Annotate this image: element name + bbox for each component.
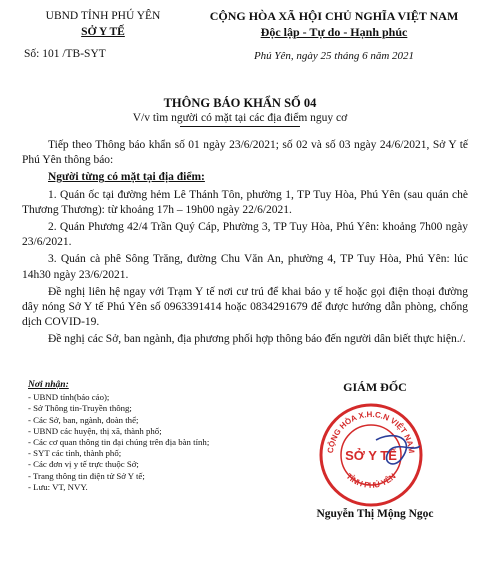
subject-underline	[180, 126, 300, 127]
location-item-2: 2. Quán Phương 42/4 Trần Quý Cáp, Phường 3, TP Tuy Hòa, Phú Yên: khoảng 7h00 ngày 23/6/2021.	[22, 221, 468, 249]
subject-text: V/v tìm người có mặt tại các địa điểm nguy cơ	[132, 112, 348, 124]
document-number: Số: 101 /TB-SYT	[24, 48, 106, 60]
closing-paragraph: Đề nghị các Sở, ban ngành, địa phương phối hợp thông báo đến người dân biết thực hiện./.	[48, 333, 466, 346]
document-body	[22, 138, 468, 350]
seal-ring-text: CỘNG HÒA X.H.C.N VIỆT NAM	[325, 409, 417, 454]
issue-date: Phú Yên, ngày 25 tháng 6 năm 2021	[253, 50, 415, 62]
signer-role: GIÁM ĐỐC	[343, 380, 407, 394]
location-item-1: 1. Quán ốc tại đường hẻm Lê Thánh Tôn, phường 1, TP Tuy Hòa, Phú Yên (sau quán chè Thương Thương): từ khoảng 17h – 19h00 ngày 22/6/2021.	[22, 188, 468, 216]
recipients-title: Nơi nhận:	[28, 380, 69, 390]
intro-paragraph: Tiếp theo Thông báo khẩn số 01 ngày 23/6/2021; số 02 và số 03 ngày 24/6/2021, Sở Y tế Phú Yên thông báo:	[22, 139, 468, 167]
recipient-item: - Các đơn vị y tế trực thuộc Sở;	[28, 459, 139, 470]
signature-block	[290, 380, 460, 520]
national-header	[196, 8, 472, 64]
location-heading	[22, 170, 468, 185]
recipient-item: - UBND các huyện, thị xã, thành phố;	[28, 425, 162, 436]
nation-name: CỘNG HÒA XÃ HỘI CHỦ NGHĨA VIỆT NAM	[209, 9, 459, 23]
issuer-dept: SỞ Y TẾ	[81, 26, 125, 38]
recipient-item: - Lưu: VT, NVY.	[28, 481, 88, 492]
seal-bottom-text: TỈNH PHÚ YÊN	[344, 471, 398, 490]
recipient-item: - Các cơ quan thông tin đại chúng trên địa bàn tỉnh;	[28, 437, 210, 448]
document-title: THÔNG BÁO KHẨN SỐ 04	[163, 96, 317, 110]
location-item-3: 3. Quán cà phê Sông Trăng, đường Chu Văn An, phường 4, TP Tuy Hòa, Phú Yên: lúc 14h30 ngày 23/6/2021.	[22, 253, 468, 281]
issuer-org: UBND TỈNH PHÚ YÊN	[45, 10, 161, 22]
recipient-item: - Sở Thông tin-Truyền thông;	[28, 403, 132, 414]
official-seal-icon	[316, 400, 426, 510]
seal-center-text: SỞ Y TẾ	[345, 448, 397, 463]
location-heading-text: Người từng có mặt tại địa điểm:	[48, 171, 205, 184]
national-motto: Độc lập - Tự do - Hạnh phúc	[260, 25, 408, 39]
request-paragraph: Đề nghị liên hệ ngay với Trạm Y tế nơi cư trú để khai báo y tế hoặc gọi điện thoại đường dây nóng Sở Y tế Phú Yên số 0963391414 hoặc 0834291679 để được hướng dẫn phòng, chống dịch COVID-19.	[22, 285, 468, 329]
recipient-item: - SYT các tỉnh, thành phố;	[28, 448, 122, 459]
recipient-item: - UBND tỉnh(báo cáo);	[28, 392, 110, 403]
recipients-block	[28, 380, 258, 493]
issuer-block	[18, 8, 188, 62]
signer-name: Nguyễn Thị Mộng Ngọc	[316, 508, 434, 520]
recipient-item: - Các Sở, ban, ngành, đoàn thể;	[28, 414, 139, 425]
document-subject	[0, 112, 480, 127]
recipient-item: - Trang thông tin điện tử Sở Y tế;	[28, 470, 145, 481]
